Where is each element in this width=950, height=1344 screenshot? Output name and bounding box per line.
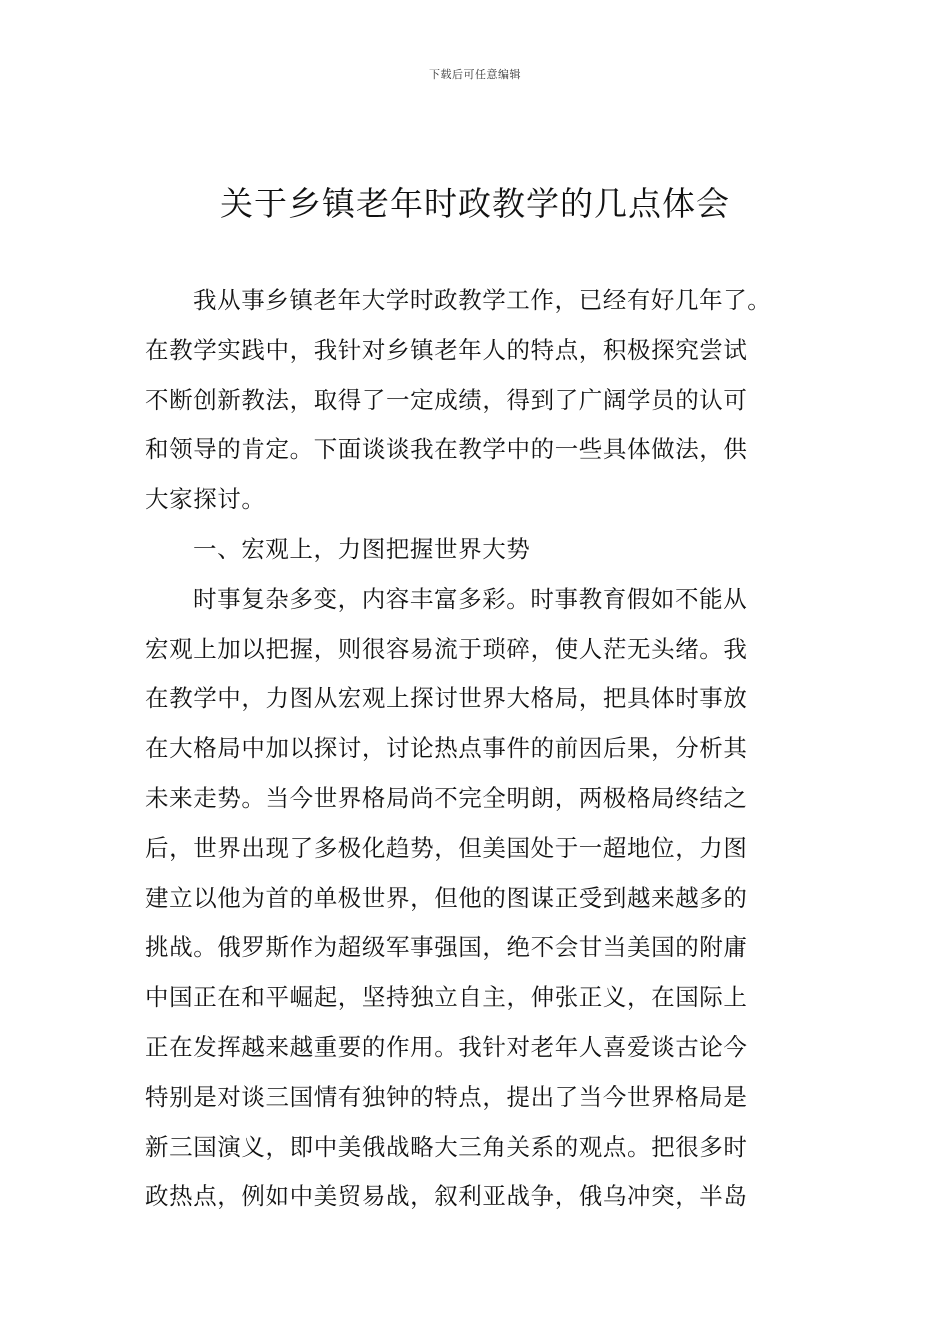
text-line: 政热点，例如中美贸易战，叙利亚战争，俄乌冲突，半岛: [145, 1182, 748, 1211]
section-heading: [145, 525, 817, 575]
text-line: 建立以他为首的单极世界，但他的图谋正受到越来越多的: [145, 883, 748, 912]
text-line: 特别是对谈三国情有独钟的特点，提出了当今世界格局是: [145, 1082, 748, 1111]
text-line: 在大格局中加以探讨，讨论热点事件的前因后果，分析其: [145, 734, 748, 763]
text-line: 未来走势。当今世界格局尚不完全明朗，两极格局终结之: [145, 783, 748, 812]
text-line: 我从事乡镇老年大学时政教学工作，已经有好几年了。: [193, 286, 772, 314]
text-line: 在教学实践中，我针对乡镇老年人的特点，积极探究尝试: [145, 335, 748, 364]
text-line: 大家探讨。: [145, 485, 266, 514]
document-title: 关于乡镇老年时政教学的几点体会: [220, 184, 730, 223]
paragraph-intro: [145, 276, 817, 525]
paragraph-section-1: [145, 575, 817, 1222]
text-line: 挑战。俄罗斯作为超级军事强国，绝不会甘当美国的附庸: [145, 933, 748, 962]
text-line: 新三国演义，即中美俄战略大三角关系的观点。把很多时: [145, 1132, 748, 1161]
text-line: 宏观上加以把握，则很容易流于琐碎，使人茫无头绪。我: [145, 634, 748, 663]
text-line: 和领导的肯定。下面谈谈我在教学中的一些具体做法，供: [145, 435, 748, 464]
text-line: 中国正在和平崛起，坚持独立自主，伸张正义，在国际上: [145, 983, 748, 1012]
text-line: 后，世界出现了多极化趋势，但美国处于一超地位，力图: [145, 833, 748, 862]
text-line: 在教学中，力图从宏观上探讨世界大格局，把具体时事放: [145, 684, 748, 713]
text-line: 正在发挥越来越重要的作用。我针对老年人喜爱谈古论今: [145, 1032, 748, 1061]
document-body: [145, 276, 817, 1222]
text-line: 时事复杂多变，内容丰富多彩。时事教育假如不能从: [193, 584, 748, 613]
header-note: 下载后可任意编辑: [429, 68, 521, 81]
text-line: 不断创新教法，取得了一定成绩，得到了广阔学员的认可: [145, 385, 748, 414]
section-heading-text: 一、宏观上，力图把握世界大势: [193, 534, 531, 563]
